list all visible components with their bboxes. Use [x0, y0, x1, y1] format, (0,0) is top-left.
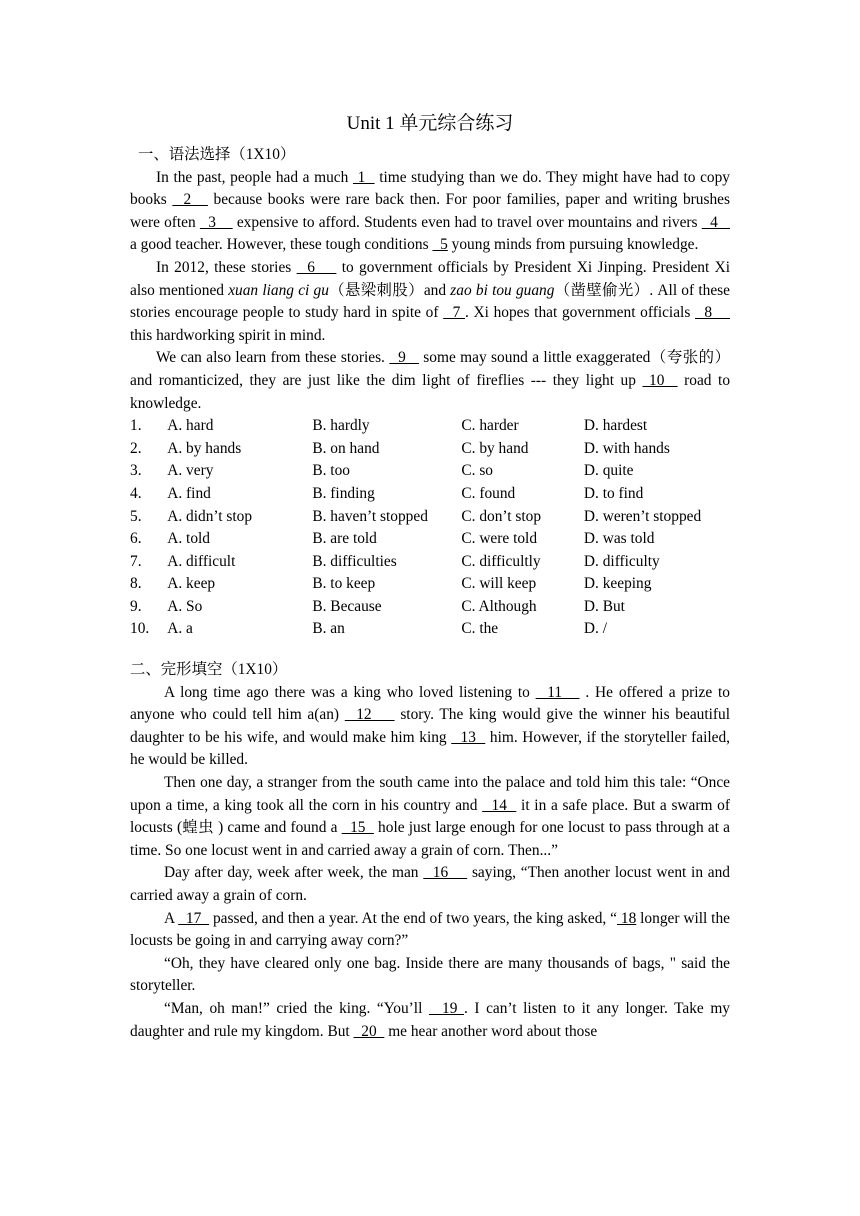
question-number: 10.	[130, 620, 150, 638]
option-b[interactable]: B. to keep	[312, 575, 376, 593]
option-d[interactable]: D. with hands	[583, 439, 670, 457]
passage-text: “Oh, they have cleared only one bag. Inside there are many thousands of bags, " said the storyteller.	[130, 954, 730, 995]
cloze-paragraph	[130, 682, 730, 772]
option-c[interactable]: C. the	[461, 620, 499, 638]
answer-blank[interactable]: 20	[353, 1022, 385, 1040]
passage-text: passed, and then a year. At the end of two years, the king asked, “	[209, 909, 617, 927]
answer-blank[interactable]: 4	[701, 213, 730, 231]
cloze-passage	[130, 682, 730, 1044]
answer-blank[interactable]: 2	[172, 191, 208, 209]
passage-text: . Xi hopes that government officials	[464, 304, 695, 322]
option-d[interactable]: D. weren’t stopped	[583, 507, 702, 525]
question-number: 3.	[130, 462, 142, 480]
option-c[interactable]: C. by hand	[461, 439, 529, 457]
option-row	[130, 528, 730, 551]
passage-text: . I can’t listen to it any longer. Take my daughter and rule my kingdom. But	[130, 999, 730, 1040]
option-a[interactable]: A. difficult	[167, 552, 236, 570]
answer-blank[interactable]: 17	[178, 909, 210, 927]
passage-text: young minds from pursuing knowledge.	[447, 236, 699, 254]
answer-blank[interactable]: 12	[344, 706, 395, 724]
option-a[interactable]: A. hard	[167, 417, 214, 435]
passage-text: this hardworking spirit in mind.	[130, 326, 326, 344]
passage-text: road to knowledge.	[130, 371, 731, 412]
passage-text: We can also learn from these stories.	[156, 349, 390, 367]
italic-term: zao bi tou guang	[450, 281, 555, 299]
passage-text: longer will the locusts be going in and carrying away corn?”	[130, 909, 730, 950]
option-a[interactable]: A. keep	[167, 575, 216, 593]
option-d[interactable]: D. was told	[583, 530, 655, 548]
spacer	[130, 641, 730, 659]
passage-text: A long time ago there was a king who loved listening to	[164, 683, 536, 701]
option-b[interactable]: B. are told	[312, 530, 377, 548]
passage-text: some may sound a little exaggerated（夸张的）and romanticized, they are just like the dim light of fireflies --- they light up	[130, 349, 730, 389]
passage-text: expensive to afford. Students even had to travel over mountains and rivers	[232, 213, 702, 231]
option-d[interactable]: D. quite	[583, 462, 634, 480]
passage-text: In the past, people had a much	[156, 168, 353, 186]
grammar-paragraph	[130, 257, 730, 347]
answer-blank[interactable]: 5	[432, 236, 448, 254]
passage-text: Then one day, a stranger from the south came into the palace and told him this tale: “Once upon a time, a king took all the corn in his country and	[130, 774, 730, 814]
option-b[interactable]: B. an	[312, 620, 345, 638]
passage-text: him. However, if the storyteller failed, he would be killed.	[130, 728, 731, 769]
option-row	[130, 438, 730, 461]
question-number: 1.	[130, 417, 142, 435]
answer-blank[interactable]: 8	[695, 304, 730, 322]
passage-text: A	[164, 909, 179, 927]
answer-blank[interactable]: 7	[443, 304, 465, 322]
passage-text: story. The king would give the winner his beautiful daughter to be his wife, and would make him king	[130, 706, 731, 746]
answer-blank[interactable]: 11	[535, 683, 580, 701]
cloze-paragraph	[130, 998, 730, 1043]
option-row	[130, 483, 730, 506]
option-d[interactable]: D. difficulty	[583, 552, 660, 570]
answer-blank[interactable]: 1	[352, 168, 375, 186]
question-number: 9.	[130, 597, 142, 615]
option-d[interactable]: D. keeping	[583, 575, 652, 593]
passage-text: . He offered a prize to anyone who could tell him a(an)	[130, 683, 730, 724]
option-d[interactable]: D. hardest	[583, 417, 648, 435]
cloze-paragraph	[130, 862, 730, 907]
passage-text: （凿壁偷光）. All of these stories encourage people to study hard in spite of	[130, 281, 730, 322]
passage-text: a good teacher. However, these tough conditions	[130, 236, 433, 254]
page-title: Unit 1 单元综合练习	[346, 113, 514, 134]
grammar-paragraph	[130, 167, 730, 257]
option-d[interactable]: D. But	[583, 597, 625, 615]
answer-blank[interactable]: 10	[642, 371, 678, 389]
option-a[interactable]: A. a	[167, 620, 193, 638]
answer-blank[interactable]: 16	[423, 864, 468, 882]
option-c[interactable]: C. found	[461, 484, 516, 502]
cloze-paragraph	[130, 953, 730, 998]
option-a[interactable]: A. by hands	[167, 439, 242, 457]
option-b[interactable]: B. difficulties	[312, 552, 397, 570]
option-c[interactable]: C. so	[461, 462, 494, 480]
passage-text: （悬梁刺股）and	[328, 281, 451, 299]
question-number: 5.	[130, 507, 142, 525]
passage-text: to government officials by President Xi Jinping. President Xi also mentioned	[130, 258, 730, 299]
passage-text: saying, “Then another locust went in and carried away a grain of corn.	[130, 864, 730, 904]
option-a[interactable]: A. find	[167, 484, 211, 502]
grammar-passage	[130, 167, 730, 416]
answer-blank[interactable]: 9	[389, 349, 419, 367]
option-c[interactable]: C. don’t stop	[461, 507, 542, 525]
grammar-paragraph	[130, 347, 730, 415]
option-row	[130, 596, 730, 619]
option-d[interactable]: D. to find	[583, 484, 644, 502]
passage-text: “Man, oh man!” cried the king. “You’ll	[164, 999, 429, 1017]
answer-blank[interactable]: 18	[616, 909, 637, 927]
worksheet-page	[130, 112, 730, 1043]
option-a[interactable]: A. very	[167, 462, 214, 480]
answer-blank[interactable]: 15	[341, 819, 374, 837]
section-heading-cloze: 二、完形填空（1X10）	[130, 661, 288, 679]
passage-text: hole just large enough for one locust to pass through at a time. So one locust went in and carried away a grain of corn. Then...”	[130, 819, 730, 859]
option-row	[130, 551, 730, 574]
question-number: 2.	[130, 439, 142, 457]
option-b[interactable]: B. hardly	[312, 417, 370, 435]
option-b[interactable]: B. on hand	[312, 439, 380, 457]
grammar-options	[130, 415, 730, 641]
question-number: 4.	[130, 484, 142, 502]
option-row	[130, 506, 730, 529]
passage-text: it in a safe place. But a swarm of locusts (蝗虫 ) came and found a	[130, 796, 730, 837]
answer-blank[interactable]: 3	[199, 213, 233, 231]
answer-blank[interactable]: 6	[296, 258, 337, 276]
option-a[interactable]: A. didn’t stop	[167, 507, 253, 525]
passage-text: time studying than we do. They might have had to copy books	[130, 168, 730, 209]
cloze-paragraph	[130, 772, 730, 862]
cloze-paragraph	[130, 908, 730, 953]
section-heading-grammar: 一、语法选择（1X10）	[138, 146, 296, 163]
answer-blank[interactable]: 13	[451, 728, 486, 746]
option-b[interactable]: B. too	[312, 462, 350, 480]
option-c[interactable]: C. difficultly	[461, 552, 541, 570]
option-b[interactable]: B. finding	[312, 484, 375, 502]
option-row	[130, 618, 730, 641]
answer-blank[interactable]: 19	[428, 999, 464, 1017]
option-c[interactable]: C. will keep	[461, 575, 537, 593]
option-a[interactable]: A. told	[167, 530, 211, 548]
option-c[interactable]: C. Although	[461, 597, 537, 615]
question-number: 6.	[130, 530, 142, 548]
italic-term: xuan liang ci gu	[228, 281, 329, 299]
option-a[interactable]: A. So	[167, 597, 203, 615]
passage-text: me hear another word about those	[384, 1022, 598, 1040]
option-b[interactable]: B. haven’t stopped	[312, 507, 428, 525]
option-b[interactable]: B. Because	[312, 597, 382, 615]
option-c[interactable]: C. were told	[461, 530, 538, 548]
option-row	[130, 460, 730, 483]
question-number: 8.	[130, 575, 142, 593]
option-c[interactable]: C. harder	[461, 417, 519, 435]
option-d[interactable]: D. /	[583, 620, 607, 638]
question-number: 7.	[130, 552, 142, 570]
answer-blank[interactable]: 14	[482, 796, 517, 814]
option-row	[130, 415, 730, 438]
passage-text: In 2012, these stories	[156, 258, 297, 276]
passage-text: Day after day, week after week, the man	[164, 864, 424, 882]
passage-text: because books were rare back then. For poor families, paper and writing brushes were often	[130, 191, 731, 231]
option-row	[130, 573, 730, 596]
